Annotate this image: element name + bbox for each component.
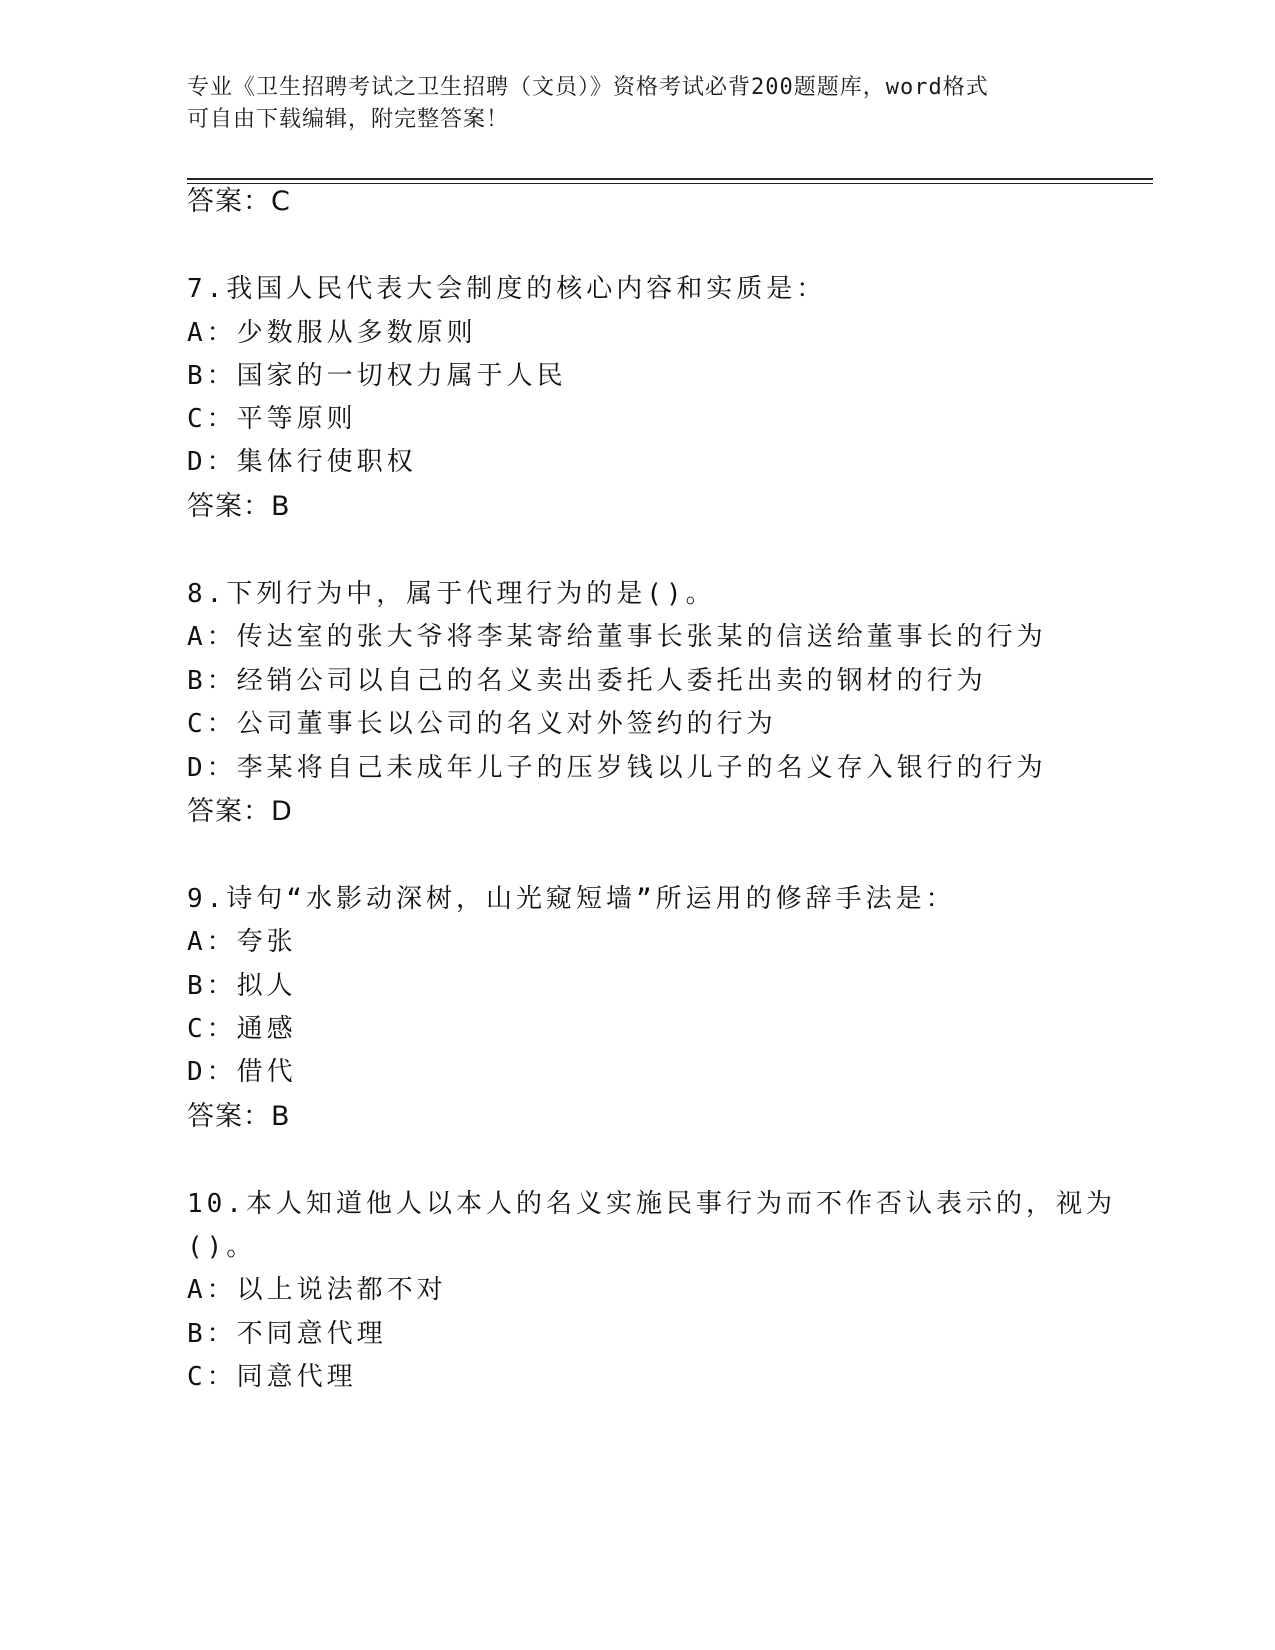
question-8-option-c: C：公司董事长以公司的名义对外签约的行为 [187, 709, 777, 739]
question-10-stem-continued: ()。 [187, 1232, 257, 1262]
header-rule-thick [187, 178, 1153, 180]
question-9-option-d: D：借代 [187, 1057, 297, 1087]
question-10-option-c: C：同意代理 [187, 1362, 357, 1392]
question-9-option-b: B：拟人 [187, 971, 297, 1001]
question-8-option-d: D：李某将自己未成年儿子的压岁钱以儿子的名义存入银行的行为 [187, 753, 1047, 783]
answer-line: 答案：C [187, 186, 291, 217]
question-10-stem: 10.本人知道他人以本人的名义实施民事行为而不作否认表示的，视为 [187, 1189, 1116, 1219]
question-8-stem: 8.下列行为中，属于代理行为的是()。 [187, 579, 716, 609]
header-line-2: 可自由下载编辑，附完整答案！ [187, 107, 510, 132]
question-10-option-a: A：以上说法都不对 [187, 1275, 447, 1305]
question-7-option-c: C：平等原则 [187, 404, 357, 434]
question-9-option-c: C：通感 [187, 1014, 297, 1044]
header-rule-thin [187, 183, 1153, 184]
question-9-answer: 答案：B [187, 1101, 291, 1132]
question-7-stem: 7.我国人民代表大会制度的核心内容和实质是： [187, 274, 827, 304]
document-header [187, 72, 1087, 136]
question-9-option-a: A：夸张 [187, 927, 297, 957]
question-8-option-a: A：传达室的张大爷将李某寄给董事长张某的信送给董事长的行为 [187, 622, 1047, 652]
question-10-option-b: B：不同意代理 [187, 1319, 387, 1349]
question-9-stem: 9.诗句“水影动深树，山光窥短墙”所运用的修辞手法是： [187, 884, 956, 914]
question-7-option-a: A：少数服从多数原则 [187, 318, 477, 348]
question-8-option-b: B：经销公司以自己的名义卖出委托人委托出卖的钢材的行为 [187, 666, 987, 696]
question-7-option-b: B：国家的一切权力属于人民 [187, 361, 567, 391]
question-7-option-d: D：集体行使职权 [187, 447, 417, 477]
question-8-answer: 答案：D [187, 796, 293, 827]
question-7-answer: 答案：B [187, 491, 291, 522]
header-line-1: 专业《卫生招聘考试之卫生招聘（文员）》资格考试必背200题题库，word格式 [187, 75, 989, 100]
